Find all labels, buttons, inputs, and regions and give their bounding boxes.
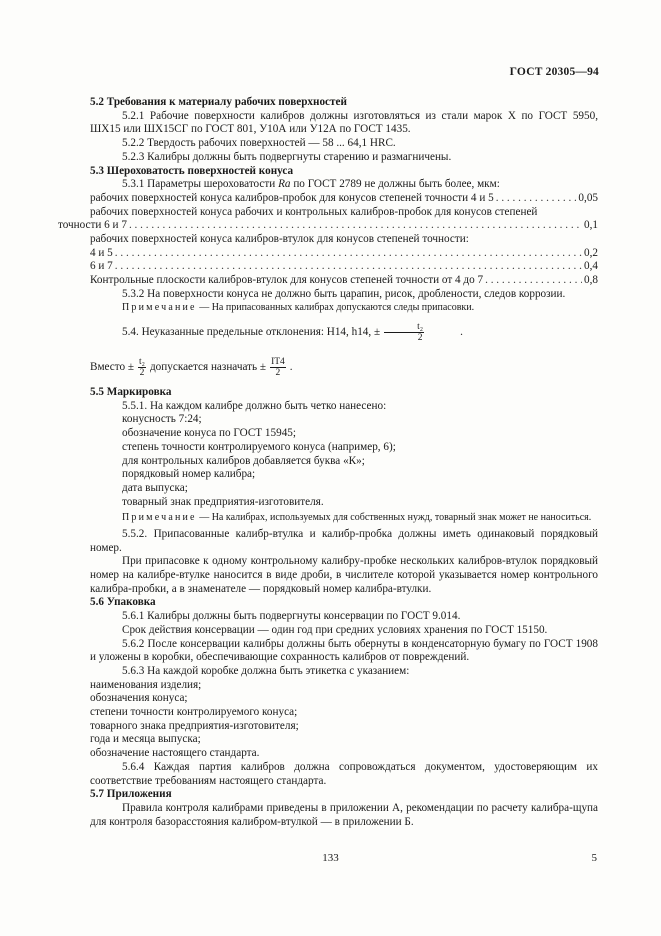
p54-text: 5.4. Неуказанные предельные отклонения: H14, h14, ± [122,325,381,338]
note-label: Примечание [122,301,197,313]
p54-end: . [460,325,463,338]
section-5-6-title: 5.6 Упаковка [90,596,156,609]
roughness-row-4-label: 4 и 5 [90,246,113,259]
note-text: — На припасованных калибрах допускаются следы припасовки. [199,301,475,313]
list-item: порядковый номер калибра; [122,468,256,481]
roughness-row-6-value: 0,8 [584,274,598,287]
paragraph-5-2-2: 5.2.2 Твердость рабочих поверхностей — 58 ... 64,1 HRC. [122,137,396,150]
list-item: товарного знака предприятия-изготовителя; [90,719,299,732]
paragraph-5-6-2: 5.6.2 После консервации калибры должны быть обернуты в конденсаторную бумагу по ГОСТ 1908 и уложены в коробки, обеспечивающие сохранность калибров от повреждений. [90,637,598,664]
section-5-3-title: 5.3 Шероховатость поверхностей конуса [90,164,294,177]
fraction-numerator: t₂ [139,357,145,368]
note-5-5 [90,512,598,525]
roughness-row-1-label: рабочих поверхностей конуса калибров-пробок для конусов степеней точности 4 и 5 [90,191,494,204]
list-item: для контрольных калибров добавляется буква «К»; [122,454,365,467]
fraction-it4-over-2 [270,357,286,378]
document-code: ГОСТ 20305—94 [509,66,599,78]
roughness-row-5-value: 0,4 [584,260,598,273]
roughness-row-6-label: Контрольные плоскости калибров-втулок для конусов степеней точности от 4 до 7 [90,274,484,287]
list-item: обозначение конуса по ГОСТ 15945; [122,427,296,440]
p54b-prefix: Вместо ± [90,360,135,373]
roughness-row-2-text: рабочих поверхностей конуса рабочих и контрольных калибров-пробок для конусов степеней [90,205,538,218]
paragraph-5-4-alt [90,357,598,378]
roughness-row-2-value: 0,1 [584,219,598,232]
section-5-2-title: 5.2 Требования к материалу рабочих поверхностей [90,96,347,108]
marking-list [90,413,598,509]
list-item: степень точности контролируемого конуса (например, 6); [122,440,396,453]
document-body [58,96,598,829]
fraction-t2-over-2 [138,357,146,378]
paragraph-5-4 [90,322,598,343]
section-5-5-title: 5.5 Маркировка [90,386,172,399]
note-label: Примечание [122,512,197,524]
fraction-denominator: 2 [417,333,423,344]
paragraph-5-5-2-cont: При припасовке к одному контрольному калибру-пробке нескольких калибров-втулок порядковый номер на калибре-втулке наносится в виде дроби, в числителе которой указывается номер контрольного калибра-пробки, а в знаменателе — порядковый номер калибра-втулки. [90,555,598,595]
paragraph-5-6-3: 5.6.3 На каждой коробке должна быть этикетка с указанием: [122,664,410,677]
roughness-row-1-value: 0,05 [578,191,598,204]
p531-prefix: 5.3.1 Параметры шероховатости [122,178,276,191]
list-item: дата выпуска; [122,481,188,494]
paragraph-5-6-1-cont: Срок действия консервации — один год при средних условиях хранения по ГОСТ 15150. [122,623,548,636]
list-item: конусность 7:24; [122,413,202,426]
fraction-t2-over-2 [384,322,424,343]
p54b-middle: допускается назначать ± [149,360,267,373]
roughness-row-4 [90,247,598,261]
roughness-row-4-value: 0,2 [584,246,598,259]
roughness-row-2 [58,219,598,233]
roughness-row-1 [90,192,598,206]
list-item: наименования изделия; [90,678,202,691]
leader-dots [115,247,582,261]
roughness-row-3-text: рабочих поверхностей конуса калибров-втулок для конусов степеней точности: [90,233,469,246]
leader-dots [115,260,582,274]
roughness-row-2-label: точности 6 и 7 [58,219,127,232]
ra-symbol: Ra [278,178,291,191]
list-item: обозначение настоящего стандарта. [90,747,260,760]
paragraph-5-6-1: 5.6.1 Калибры должны быть подвергнуты консервации по ГОСТ 9.014. [122,610,461,623]
paragraph-5-2-1: 5.2.1 Рабочие поверхности калибров должны изготовляться из стали марок Х по ГОСТ 5950, ШХ15 или ШХ15СГ по ГОСТ 801, У10А или У12А по ГОСТ 1435. [90,109,598,136]
p54b-end: . [289,360,293,373]
label-list [90,679,598,761]
roughness-row-6 [90,274,598,288]
leader-dots [485,274,582,288]
note-text: — На калибрах, используемых для собственных нужд, товарный знак может не наноситься. [199,512,592,524]
roughness-row-5-label: 6 и 7 [90,260,113,273]
list-item: года и месяца выпуска; [90,733,201,746]
list-item: обозначения конуса; [90,692,188,705]
paragraph-5-5-1: 5.5.1. На каждом калибре должно быть четко нанесено: [122,399,387,412]
p531-suffix: по ГОСТ 2789 не должны быть более, мкм: [293,178,500,191]
section-5-7-title: 5.7 Приложения [90,788,172,801]
paragraph-5-7: Правила контроля калибрами приведены в приложении А, рекомендации по расчету калибра-щупа для контроля базорасстояния калибром-втулкой — в приложении Б. [90,801,598,828]
paragraph-5-3-1 [90,178,598,192]
list-item: степени точности контролируемого конуса; [90,706,298,719]
fraction-denominator: 2 [139,368,145,379]
leader-dots [496,192,577,206]
fraction-numerator: IT4 [271,357,285,368]
paragraph-5-2-3: 5.2.3 Калибры должны быть подвергнуты старению и размагничены. [122,150,452,163]
paragraph-5-6-4: 5.6.4 Каждая партия калибров должна сопровождаться документом, удостоверяющим их соответствие требованиям настоящего стандарта. [90,760,598,787]
paragraph-5-5-2: 5.5.2. Припасованные калибр-втулка и калибр-пробка должны иметь одинаковый порядковый номер. [90,527,598,554]
roughness-row-5 [90,260,598,274]
list-item: товарный знак предприятия-изготовителя. [122,495,324,508]
paragraph-5-3-2: 5.3.2 На поверхности конуса не должно быть царапин, рисок, дроблености, следов коррозии. [122,287,566,300]
fraction-numerator: t₂ [384,322,424,333]
leader-dots [129,219,582,233]
fraction-denominator: 2 [275,368,281,379]
page-number-center: 133 [322,852,339,864]
page-number-right: 5 [591,852,597,864]
note-5-3 [90,302,598,315]
